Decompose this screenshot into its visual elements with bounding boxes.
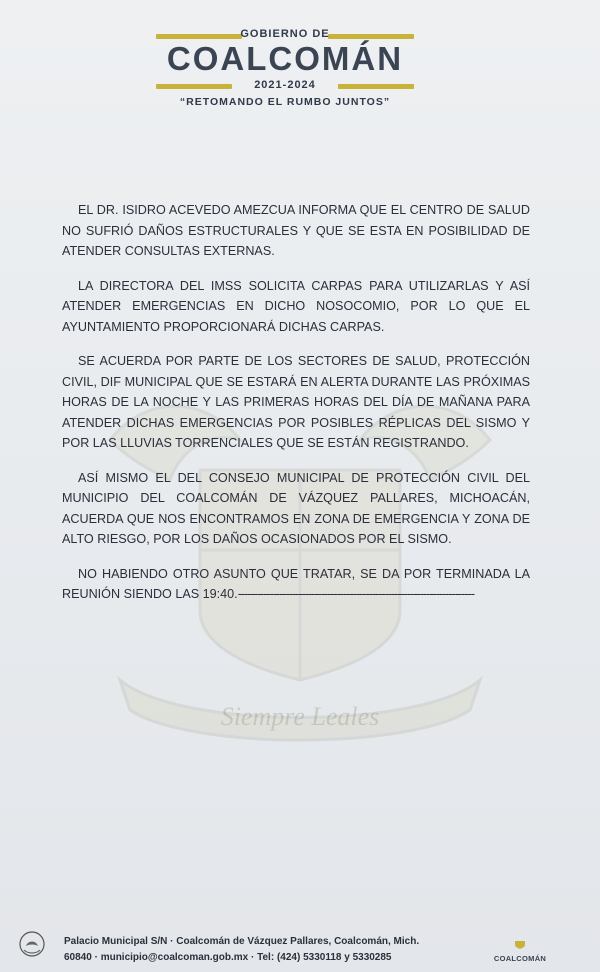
minutes-body — [62, 200, 530, 619]
closing-paragraph — [62, 564, 530, 605]
paragraph-2: LA DIRECTORA DEL IMSS SOLICITA CARPAS PARA UTILIZARLAS Y ASÍ ATENDER EMERGENCIAS EN DICHO NOSOCOMIO, POR LO QUE EL AYUNTAMIENTO PROPORCIONARÁ DICHAS CARPAS. — [62, 278, 530, 334]
small-crest-icon — [513, 939, 527, 949]
paragraph-4: ASÍ MISMO EL DEL CONSEJO MUNICIPAL DE PROTECCIÓN CIVIL DEL MUNICIPIO DEL COALCOMÁN DE VÁZQUEZ PALLARES, MICHOACÁN, ACUERDA QUE NOS ENCONTRAMOS EN ZONA DE EMERGENCIA Y ZONA DE ALTO RIESGO, POR LOS DAÑOS OCASIONADOS POR EL SISMO. — [62, 470, 530, 546]
administration-years: 2021-2024 — [254, 79, 316, 91]
footer-line-1: Palacio Municipal S/N · Coalcomán de Vázquez Pallares, Coalcomán, Mich. — [64, 936, 420, 947]
slogan: “RETOMANDO EL RUMBO JUNTOS” — [179, 96, 391, 108]
closing-dashes: -------------------------------------------------------------------------- — [237, 587, 475, 601]
paragraph-1: EL DR. ISIDRO ACEVEDO AMEZCUA INFORMA QUE EL CENTRO DE SALUD NO SUFRIÓ DAÑOS ESTRUCTURALES Y QUE SE ESTA EN POSIBILIDAD DE ATENDER CONSULTAS EXTERNAS. — [62, 203, 530, 258]
letterhead-logo — [150, 24, 420, 114]
watermark-motto: Siempre Leales — [220, 702, 380, 731]
municipality-name: COALCOMÁN — [166, 40, 404, 77]
paragraph-3: SE ACUERDA POR PARTE DE LOS SECTORES DE SALUD, PROTECCIÓN CIVIL, DIF MUNICIPAL QUE SE ESTARÁ EN ALERTA DURANTE LAS PRÓXIMAS HORAS DE LA NOCHE Y LAS PRIMERAS HORAS DEL DÍA DE MAÑANA PARA ATENDER DICHAS EMERGENCIAS POR POSIBLES RÉPLICAS DEL SISMO Y POR LAS LLUVIAS TORRENCIALES QUE SE ESTÁN REGISTRANDO. — [62, 354, 530, 450]
footer-address — [64, 934, 419, 966]
coalcoman-small-logo-icon — [488, 936, 552, 962]
closing-text: NO HABIENDO OTRO ASUNTO QUE TRATAR, SE DA POR TERMINADA LA REUNIÓN SIENDO LAS 19:40. — [62, 566, 530, 601]
government-label: GOBIERNO DE — [240, 28, 330, 40]
mexico-coat-of-arms-icon — [18, 930, 46, 958]
footer-logo-text: COALCOMÁN — [493, 954, 547, 963]
footer-line-2: 60840 · municipio@coalcoman.gob.mx · Tel: (424) 5330118 y 5330285 — [64, 952, 392, 963]
